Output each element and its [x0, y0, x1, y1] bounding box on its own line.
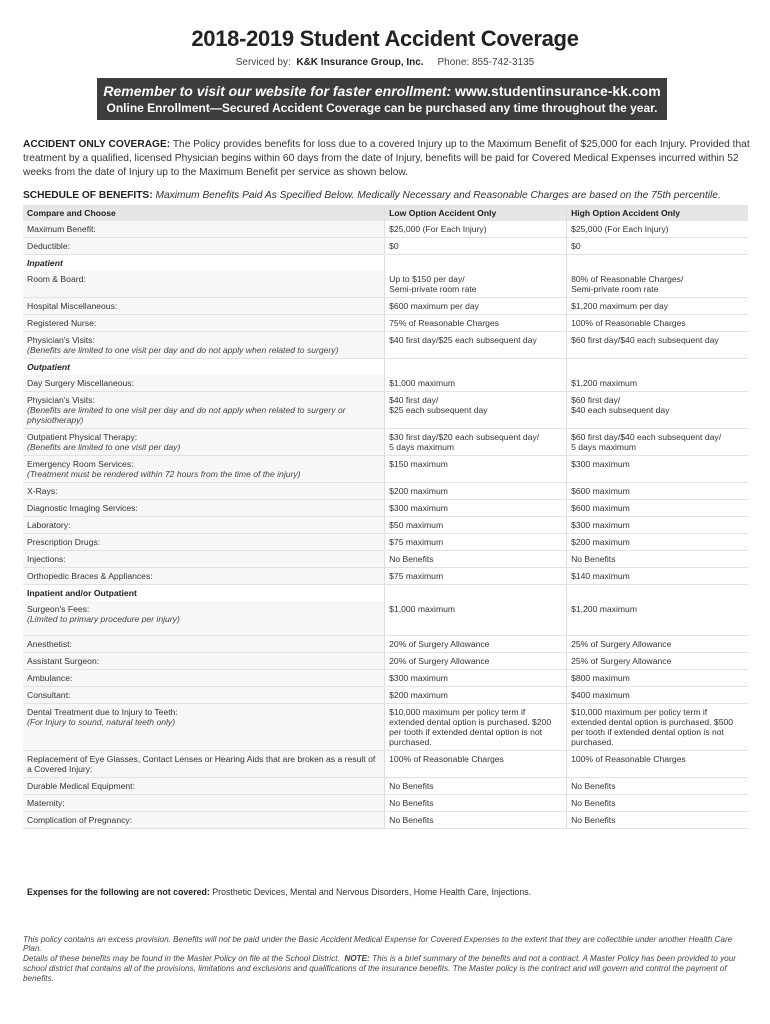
high-option-value: No Benefits — [567, 778, 748, 795]
benefit-cell — [23, 517, 385, 534]
table-row — [23, 517, 748, 534]
high-option-value: 25% of Surgery Allowance — [567, 653, 748, 670]
low-option-value: $0 — [385, 238, 567, 255]
high-option-value: $1,200 maximum per day — [567, 298, 748, 315]
table-row — [23, 551, 748, 568]
empty-cell — [567, 359, 748, 376]
empty-cell — [567, 255, 748, 272]
benefit-cell — [23, 551, 385, 568]
exclusions-line — [27, 887, 531, 897]
benefit-cell — [23, 751, 385, 778]
high-option-value: $600 maximum — [567, 483, 748, 500]
note-text: This is a brief summary of the benefits and not a contract. A Master Policy has been provided to your school district that contains all of the provisions, limitations and exclusions and qualifications of the insurance benefits. The Master policy is the contract and will govern and control the payment of benefits. — [23, 954, 736, 983]
master-policy-text — [23, 954, 753, 984]
column-header-high-option: High Option Accident Only — [567, 205, 748, 221]
benefit-label: Dental Treatment due to Injury to Teeth: — [27, 707, 178, 717]
high-option-value: No Benefits — [567, 812, 748, 829]
empty-cell — [385, 359, 567, 376]
table-row — [23, 534, 748, 551]
benefit-cell — [23, 298, 385, 315]
table-row — [23, 601, 748, 636]
benefit-label: Registered Nurse: — [27, 318, 97, 328]
table-row — [23, 568, 748, 585]
low-option-value: $200 maximum — [385, 483, 567, 500]
high-option-value: 25% of Surgery Allowance — [567, 636, 748, 653]
benefit-cell — [23, 601, 385, 636]
exclusions-label: Expenses for the following are not covered: — [27, 887, 210, 897]
benefit-cell — [23, 795, 385, 812]
low-option-value: 20% of Surgery Allowance — [385, 653, 567, 670]
benefit-note: (For Injury to sound, natural teeth only) — [27, 717, 176, 727]
high-option-value: $400 maximum — [567, 687, 748, 704]
benefit-label: Physician's Visits: — [27, 335, 95, 345]
high-option-value: No Benefits — [567, 551, 748, 568]
company-name: K&K Insurance Group, Inc. — [296, 57, 424, 68]
benefit-note: (Benefits are limited to one visit per day and do not apply when related to surgery or physiotherapy) — [27, 405, 346, 425]
benefit-cell — [23, 456, 385, 483]
high-option-value: $10,000 maximum per policy term if extended dental option is purchased. $500 per tooth if extended dental option is not purchased. — [567, 704, 748, 751]
table-section-header — [23, 255, 748, 272]
low-option-value: No Benefits — [385, 795, 567, 812]
benefit-cell — [23, 534, 385, 551]
benefit-cell — [23, 483, 385, 500]
benefit-note: (Treatment must be rendered within 72 hours from the time of the injury) — [27, 469, 301, 479]
table-row — [23, 812, 748, 829]
low-option-value: $30 first day/$20 each subsequent day/ 5 days maximum — [385, 429, 567, 456]
benefit-label: Day Surgery Miscellaneous: — [27, 378, 134, 388]
table-row — [23, 751, 748, 778]
benefit-note: (Benefits are limited to one visit per day and do not apply when related to surgery) — [27, 345, 339, 355]
website-link[interactable]: www.studentinsurance-kk.com — [455, 83, 661, 99]
benefit-label: Surgeon's Fees: — [27, 604, 90, 614]
section-label: Inpatient and/or Outpatient — [27, 588, 137, 598]
low-option-value: $300 maximum — [385, 670, 567, 687]
table-row — [23, 795, 748, 812]
benefit-cell — [23, 238, 385, 255]
benefit-cell — [23, 687, 385, 704]
high-option-value: $800 maximum — [567, 670, 748, 687]
benefit-cell — [23, 653, 385, 670]
low-option-value: $1,000 maximum — [385, 601, 567, 636]
low-option-value: No Benefits — [385, 551, 567, 568]
table-section-header — [23, 359, 748, 376]
high-option-value: $60 first day/$40 each subsequent day/ 5 days maximum — [567, 429, 748, 456]
benefit-label: Laboratory: — [27, 520, 71, 530]
benefit-cell — [23, 568, 385, 585]
table-row — [23, 298, 748, 315]
table-row — [23, 271, 748, 298]
benefit-label: Prescription Drugs: — [27, 537, 101, 547]
high-option-value: $0 — [567, 238, 748, 255]
column-header-compare: Compare and Choose — [23, 205, 385, 221]
high-option-value: $600 maximum — [567, 500, 748, 517]
high-option-value: $200 maximum — [567, 534, 748, 551]
low-option-value: 100% of Reasonable Charges — [385, 751, 567, 778]
details-text: Details of these benefits may be found in the Master Policy on file at the School District. — [23, 954, 340, 963]
column-header-low-option: Low Option Accident Only — [385, 205, 567, 221]
low-option-value: No Benefits — [385, 778, 567, 795]
benefit-label: Emergency Room Services: — [27, 459, 134, 469]
table-row — [23, 238, 748, 255]
low-option-value: 20% of Surgery Allowance — [385, 636, 567, 653]
schedule-text: Maximum Benefits Paid As Specified Below. Medically Necessary and Reasonable Charges are based on the 75th percentile. — [155, 190, 721, 201]
high-option-value: $25,000 (For Each Injury) — [567, 221, 748, 238]
benefit-label: Assistant Surgeon: — [27, 656, 100, 666]
table-row — [23, 500, 748, 517]
exclusions-text: Prosthetic Devices, Mental and Nervous Disorders, Home Health Care, Injections. — [212, 887, 532, 897]
table-row — [23, 483, 748, 500]
benefit-cell — [23, 332, 385, 359]
benefit-cell — [23, 315, 385, 332]
benefit-label: Hospital Miscellaneous: — [27, 301, 118, 311]
benefit-label: Replacement of Eye Glasses, Contact Lenses or Hearing Aids that are broken as a result of a Covered Injury: — [27, 754, 376, 774]
low-option-value: $200 maximum — [385, 687, 567, 704]
low-option-value: $25,000 (For Each Injury) — [385, 221, 567, 238]
empty-cell — [385, 255, 567, 272]
schedule-label: SCHEDULE OF BENEFITS: — [23, 190, 153, 201]
high-option-value: 80% of Reasonable Charges/ Semi-private room rate — [567, 271, 748, 298]
benefit-label: Maternity: — [27, 798, 65, 808]
table-row — [23, 392, 748, 429]
high-option-value: 100% of Reasonable Charges — [567, 315, 748, 332]
table-row — [23, 636, 748, 653]
benefit-cell — [23, 429, 385, 456]
low-option-value: 75% of Reasonable Charges — [385, 315, 567, 332]
table-row — [23, 332, 748, 359]
enrollment-banner — [97, 78, 667, 120]
table-row — [23, 221, 748, 238]
high-option-value: $140 maximum — [567, 568, 748, 585]
table-row — [23, 704, 748, 751]
benefit-label: Maximum Benefit: — [27, 224, 96, 234]
table-row — [23, 687, 748, 704]
low-option-value: $40 first day/$25 each subsequent day — [385, 332, 567, 359]
low-option-value: $40 first day/ $25 each subsequent day — [385, 392, 567, 429]
benefit-cell — [23, 704, 385, 751]
table-row — [23, 456, 748, 483]
benefit-label: Ambulance: — [27, 673, 73, 683]
accident-only-label: ACCIDENT ONLY COVERAGE: — [23, 139, 171, 150]
benefit-cell — [23, 221, 385, 238]
table-row — [23, 670, 748, 687]
benefit-label: Durable Medical Equipment: — [27, 781, 135, 791]
benefit-note: (Benefits are limited to one visit per day) — [27, 442, 181, 452]
accident-only-coverage — [23, 138, 751, 180]
benefit-label: Injections: — [27, 554, 66, 564]
low-option-value: $1,000 maximum — [385, 375, 567, 392]
benefit-label: Orthopedic Braces & Appliances: — [27, 571, 153, 581]
high-option-value: No Benefits — [567, 795, 748, 812]
table-row — [23, 778, 748, 795]
benefit-cell — [23, 500, 385, 517]
table-row — [23, 375, 748, 392]
section-label: Outpatient — [27, 362, 70, 372]
benefit-cell — [23, 375, 385, 392]
high-option-value: 100% of Reasonable Charges — [567, 751, 748, 778]
high-option-value: $300 maximum — [567, 517, 748, 534]
low-option-value: $10,000 maximum per policy term if extended dental option is purchased. $200 per tooth if extended dental option is not purchased. — [385, 704, 567, 751]
serviced-by-line — [0, 57, 770, 68]
benefit-label: Complication of Pregnancy: — [27, 815, 133, 825]
high-option-value: $1,200 maximum — [567, 601, 748, 636]
empty-cell — [567, 585, 748, 602]
benefit-cell — [23, 778, 385, 795]
accident-only-text: The Policy provides benefits for loss due to a covered Injury up to the Maximum Benefit of $25,000 for each Injury. Provided that treatment by a qualified, licensed Physician begins within 60 days from the date of Injury, benefits will be paid for Covered Medical Expenses incurred within 52 weeks from the date of Injury up to the Maximum Benefit per service as shown below. — [23, 139, 750, 178]
table-section-header — [23, 585, 748, 602]
benefits-table — [23, 205, 748, 829]
page-title: 2018-2019 Student Accident Coverage — [191, 26, 579, 51]
benefit-cell — [23, 271, 385, 298]
benefit-label: Consultant: — [27, 690, 71, 700]
section-label: Inpatient — [27, 258, 63, 268]
benefit-cell — [23, 670, 385, 687]
benefit-label: Room & Board: — [27, 274, 86, 284]
benefit-note: (Limited to primary procedure per injury) — [27, 614, 180, 624]
benefit-cell — [23, 636, 385, 653]
benefit-label: Physician's Visits: — [27, 395, 95, 405]
serviced-label: Serviced by: — [235, 57, 291, 68]
low-option-value: $150 maximum — [385, 456, 567, 483]
low-option-value: Up to $150 per day/ Semi-private room rate — [385, 271, 567, 298]
schedule-of-benefits — [23, 190, 721, 201]
low-option-value: $75 maximum — [385, 534, 567, 551]
benefit-cell — [23, 812, 385, 829]
benefit-label: Diagnostic Imaging Services: — [27, 503, 138, 513]
benefit-cell — [23, 392, 385, 429]
low-option-value: $600 maximum per day — [385, 298, 567, 315]
benefit-label: Anesthetist: — [27, 639, 72, 649]
benefit-label: X-Rays: — [27, 486, 58, 496]
low-option-value: $50 maximum — [385, 517, 567, 534]
note-label: NOTE: — [344, 954, 370, 963]
high-option-value: $60 first day/$40 each subsequent day — [567, 332, 748, 359]
table-row — [23, 653, 748, 670]
empty-cell — [385, 585, 567, 602]
excess-provision-text: This policy contains an excess provision. Benefits will not be paid under the Basic Accident Medical Expense for Covered Expenses to the extent that they are collectible under another Health Care Plan. — [23, 935, 733, 953]
banner-online-enrollment: Online Enrollment—Secured Accident Coverage can be purchased any time throughout the year. — [106, 101, 658, 115]
low-option-value: No Benefits — [385, 812, 567, 829]
low-option-value: $75 maximum — [385, 568, 567, 585]
high-option-value: $60 first day/ $40 each subsequent day — [567, 392, 748, 429]
banner-reminder: Remember to visit our website for faster enrollment: — [103, 83, 452, 99]
table-header-row — [23, 205, 748, 221]
high-option-value: $300 maximum — [567, 456, 748, 483]
table-row — [23, 429, 748, 456]
table-row — [23, 315, 748, 332]
low-option-value: $300 maximum — [385, 500, 567, 517]
high-option-value: $1,200 maximum — [567, 375, 748, 392]
benefit-label: Deductible: — [27, 241, 70, 251]
phone-number: Phone: 855-742-3135 — [437, 57, 535, 68]
benefit-label: Outpatient Physical Therapy: — [27, 432, 138, 442]
